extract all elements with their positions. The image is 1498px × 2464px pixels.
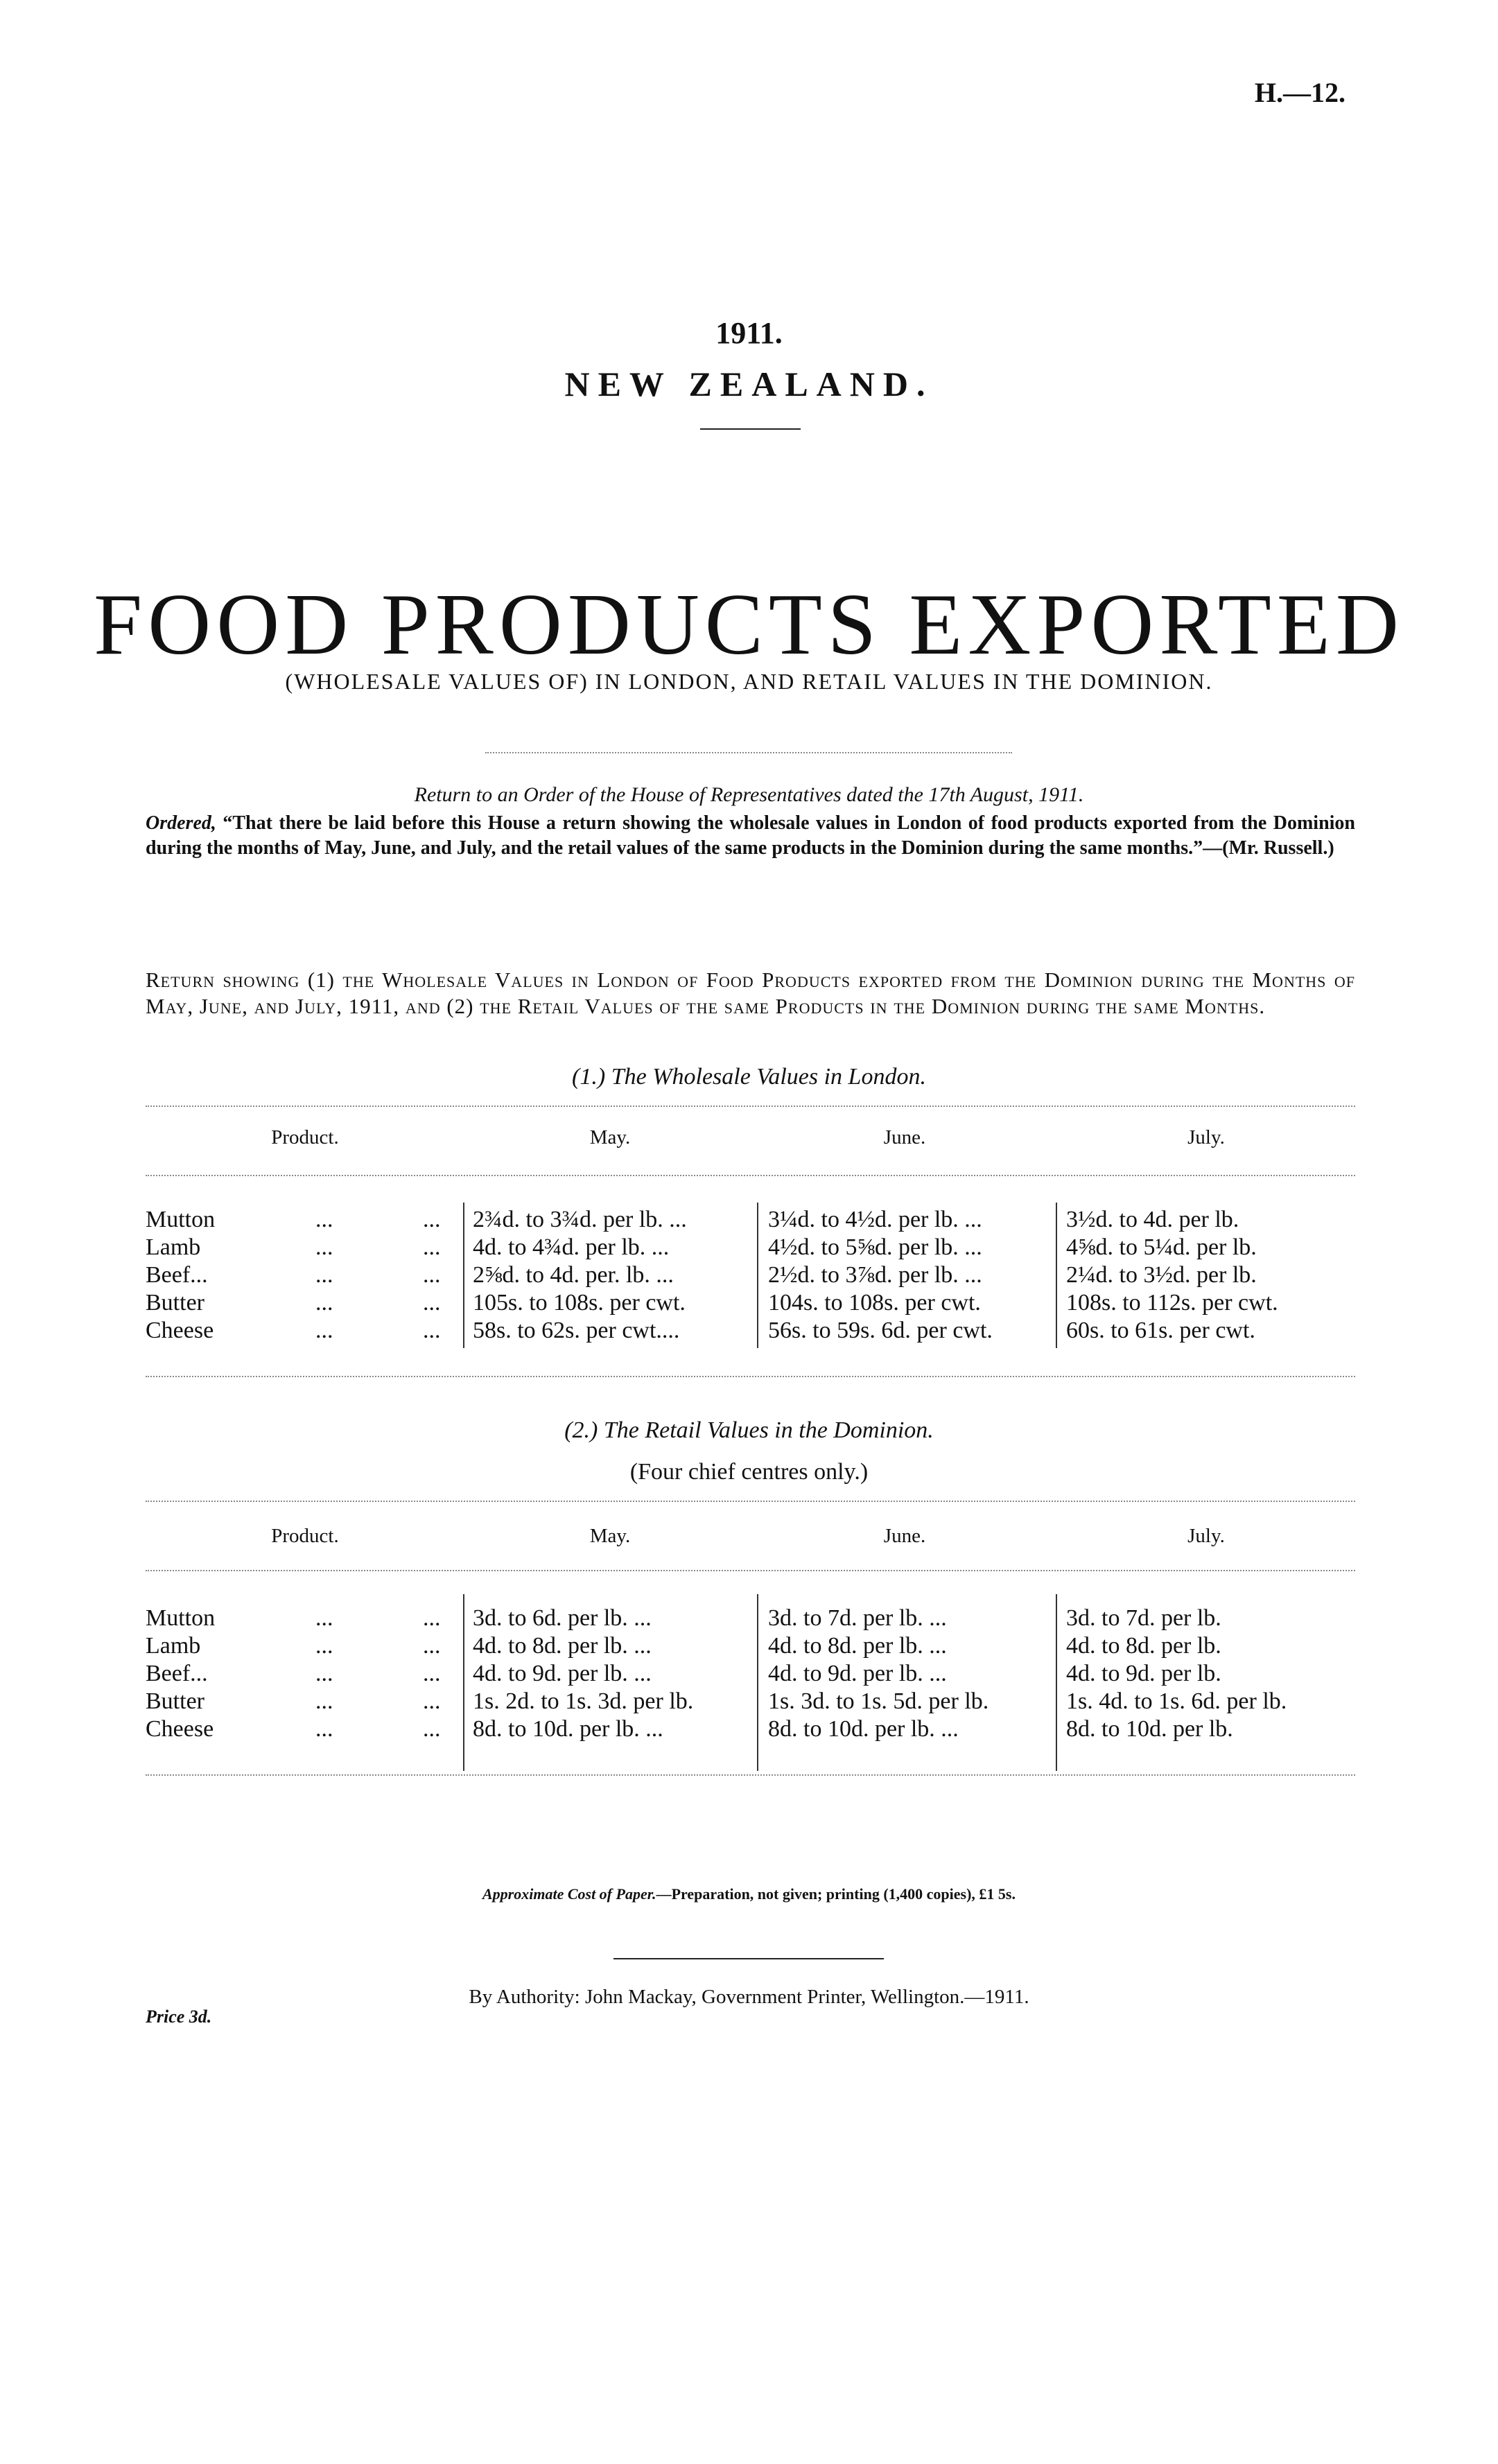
heading-rule xyxy=(700,428,801,430)
june-cell: 4½d. to 5⅝d. per lb. ... xyxy=(768,1234,982,1260)
leader-dots: ... xyxy=(315,1318,333,1343)
order-text xyxy=(146,811,1355,861)
june-cell: 1s. 3d. to 1s. 5d. per lb. xyxy=(768,1688,989,1714)
may-cell: 105s. to 108s. per cwt. xyxy=(473,1290,686,1316)
leader-dots: ... xyxy=(315,1207,333,1232)
leader-dots: ... xyxy=(315,1262,333,1288)
product-cell: Mutton xyxy=(146,1207,216,1232)
leader-dots: ... xyxy=(315,1633,333,1659)
product-cell: Mutton xyxy=(146,1605,216,1631)
table2-header-rule xyxy=(146,1570,1355,1571)
ordered-label: Ordered, xyxy=(146,812,216,834)
may-cell: 1s. 2d. to 1s. 3d. per lb. xyxy=(473,1688,694,1714)
leader-dots: ... xyxy=(423,1716,441,1742)
leader-dots: ... xyxy=(423,1290,441,1316)
may-cell: 2¾d. to 3¾d. per lb. ... xyxy=(473,1207,687,1232)
june-cell: 104s. to 108s. per cwt. xyxy=(768,1290,981,1316)
may-cell: 2⅝d. to 4d. per. lb. ... xyxy=(473,1262,674,1288)
july-cell: 108s. to 112s. per cwt. xyxy=(1066,1290,1278,1316)
ordered-body: “That there be laid before this House a return showing the wholesale values in London of food products exported from the Dominion during the months of May, June, and July, and the retail values of the same products in the Dominion during the same months.”—(Mr. Russell.) xyxy=(146,812,1355,859)
table1-col-line xyxy=(757,1203,758,1348)
table1-header-rule xyxy=(146,1175,1355,1176)
table2-col-line xyxy=(463,1594,464,1771)
table2-top-rule xyxy=(146,1501,1355,1502)
july-cell: 4d. to 8d. per lb. xyxy=(1066,1633,1221,1659)
return-heading: Return showing (1) the Wholesale Values in London of Food Products exported from the Dominion during the Months of May, June, and July, 1911, and (2) the Retail Values of the same Products in the Dominion during the same Months. xyxy=(146,968,1355,1018)
june-cell: 2½d. to 3⅞d. per lb. ... xyxy=(768,1262,982,1288)
product-cell: Butter xyxy=(146,1688,204,1714)
may-cell: 4d. to 4¾d. per lb. ... xyxy=(473,1234,670,1260)
table2-subtitle: (Four chief centres only.) xyxy=(629,1459,869,1485)
table1-top-rule xyxy=(146,1106,1355,1107)
leader-dots: ... xyxy=(423,1262,441,1288)
cost-label: Approximate Cost of Paper. xyxy=(482,1885,656,1903)
july-cell: 4d. to 9d. per lb. xyxy=(1066,1661,1221,1686)
product-cell: Beef... xyxy=(146,1262,208,1288)
june-cell: 4d. to 8d. per lb. ... xyxy=(768,1633,947,1659)
may-cell: 4d. to 9d. per lb. ... xyxy=(473,1661,652,1686)
july-cell: 1s. 4d. to 1s. 6d. per lb. xyxy=(1066,1688,1287,1714)
footer-rule xyxy=(613,1958,884,1959)
leader-dots: ... xyxy=(423,1688,441,1714)
leader-dots: ... xyxy=(315,1688,333,1714)
table1-header-product: Product. xyxy=(271,1126,339,1148)
may-cell: 58s. to 62s. per cwt.... xyxy=(473,1318,680,1343)
may-cell: 4d. to 8d. per lb. ... xyxy=(473,1633,652,1659)
table1-title: (1.) The Wholesale Values in London. xyxy=(572,1064,926,1090)
july-cell: 8d. to 10d. per lb. xyxy=(1066,1716,1233,1742)
cost-text: —Preparation, not given; printing (1,400 copies), £1 5s. xyxy=(656,1885,1016,1903)
leader-dots: ... xyxy=(423,1661,441,1686)
july-cell: 3d. to 7d. per lb. xyxy=(1066,1605,1221,1631)
july-cell: 3½d. to 4d. per lb. xyxy=(1066,1207,1239,1232)
leader-dots: ... xyxy=(315,1661,333,1686)
june-cell: 3d. to 7d. per lb. ... xyxy=(768,1605,947,1631)
leader-dots: ... xyxy=(315,1716,333,1742)
table2-col-line xyxy=(757,1594,758,1771)
price: Price 3d. xyxy=(146,2007,212,2027)
product-cell: Beef... xyxy=(146,1661,208,1686)
order-return-line: Return to an Order of the House of Representatives dated the 17th August, 1911. xyxy=(414,783,1084,806)
leader-dots: ... xyxy=(423,1234,441,1260)
july-cell: 2¼d. to 3½d. per lb. xyxy=(1066,1262,1257,1288)
leader-dots: ... xyxy=(423,1605,441,1631)
table1-header-june: June. xyxy=(883,1126,926,1148)
table1-bottom-rule xyxy=(146,1376,1355,1377)
leader-dots: ... xyxy=(315,1234,333,1260)
divider xyxy=(485,752,1012,753)
july-cell: 60s. to 61s. per cwt. xyxy=(1066,1318,1255,1343)
product-cell: Lamb xyxy=(146,1633,201,1659)
table2-col-line xyxy=(1056,1594,1057,1771)
product-cell: Butter xyxy=(146,1290,204,1316)
june-cell: 8d. to 10d. per lb. ... xyxy=(768,1716,959,1742)
leader-dots: ... xyxy=(423,1207,441,1232)
june-cell: 3¼d. to 4½d. per lb. ... xyxy=(768,1207,982,1232)
document-reference: H.—12. xyxy=(1254,77,1345,108)
table2-header-may: May. xyxy=(589,1525,631,1547)
leader-dots: ... xyxy=(315,1290,333,1316)
year-heading: 1911. xyxy=(715,316,783,350)
table1-header-july: July. xyxy=(1187,1126,1225,1148)
july-cell: 4⅝d. to 5¼d. per lb. xyxy=(1066,1234,1257,1260)
may-cell: 8d. to 10d. per lb. ... xyxy=(473,1716,663,1742)
country-heading: NEW ZEALAND. xyxy=(564,365,934,403)
table1-header-may: May. xyxy=(589,1126,631,1148)
leader-dots: ... xyxy=(423,1633,441,1659)
leader-dots: ... xyxy=(315,1605,333,1631)
product-cell: Cheese xyxy=(146,1716,214,1742)
table2-header-june: June. xyxy=(883,1525,926,1547)
table2-title: (2.) The Retail Values in the Dominion. xyxy=(564,1417,934,1443)
table2-header-july: July. xyxy=(1187,1525,1225,1547)
may-cell: 3d. to 6d. per lb. ... xyxy=(473,1605,652,1631)
product-cell: Lamb xyxy=(146,1234,201,1260)
cost-of-paper xyxy=(0,1885,1498,1903)
table2-bottom-rule xyxy=(146,1774,1355,1776)
product-cell: Cheese xyxy=(146,1318,214,1343)
table2-header-product: Product. xyxy=(271,1525,339,1547)
table1-col-line xyxy=(1056,1203,1057,1348)
printer-authority: By Authority: John Mackay, Government Printer, Wellington.—1911. xyxy=(469,1986,1029,2008)
leader-dots: ... xyxy=(423,1318,441,1343)
june-cell: 56s. to 59s. 6d. per cwt. xyxy=(768,1318,993,1343)
table1-col-line xyxy=(463,1203,464,1348)
june-cell: 4d. to 9d. per lb. ... xyxy=(768,1661,947,1686)
page-subtitle: (WHOLESALE VALUES OF) IN LONDON, AND RETAIL VALUES IN THE DOMINION. xyxy=(285,669,1213,694)
page-title: FOOD PRODUCTS EXPORTED xyxy=(94,577,1404,673)
